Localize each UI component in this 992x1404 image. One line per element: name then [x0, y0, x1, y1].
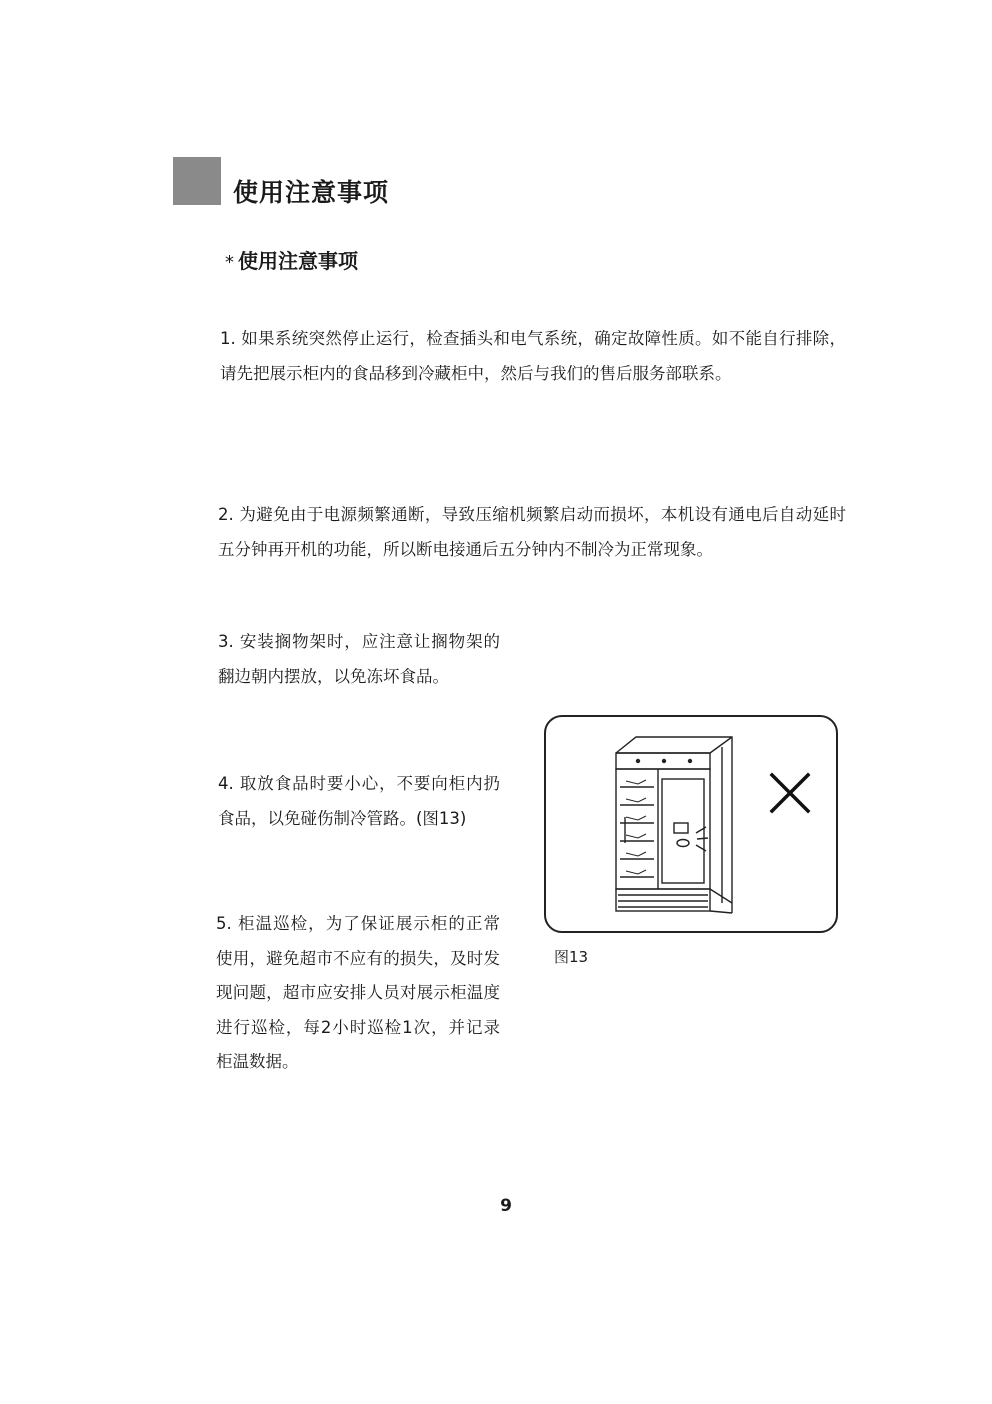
paragraph-4: 4. 取放食品时要小心，不要向柜内扔食品，以免碰伤制冷管路。(图13)	[218, 774, 500, 828]
subsection-title	[225, 247, 358, 277]
paragraph-5: 5. 柜温巡检，为了保证展示柜的正常使用，避免超市不应有的损失，及时发现问题，超市应安排人员对展示柜温度进行巡检，每2小时巡检1次，并记录柜温数据。	[216, 914, 500, 1071]
subsection-title-text: 使用注意事项	[238, 249, 358, 273]
subsection-bullet: *	[225, 252, 234, 273]
section-marker	[173, 157, 221, 205]
page-number: 9	[500, 1196, 512, 1216]
figure-caption: 图13	[554, 948, 589, 966]
x-mark-icon	[546, 717, 840, 935]
paragraph-1: 1. 如果系统突然停止运行，检查插头和电气系统，确定故障性质。如不能自行排除，请先把展示柜内的食品移到冷藏柜中，然后与我们的售后服务部联系。	[220, 329, 846, 383]
paragraph-3: 3. 安装搁物架时，应注意让搁物架的翻边朝内摆放，以免冻坏食品。	[218, 632, 500, 686]
paragraph-2: 2. 为避免由于电源频繁通断，导致压缩机频繁启动而损坏，本机设有通电后自动延时五分钟再开机的功能，所以断电接通后五分钟内不制冷为正常现象。	[218, 505, 846, 559]
figure-13-frame	[544, 715, 838, 933]
section-title: 使用注意事项	[233, 178, 390, 207]
